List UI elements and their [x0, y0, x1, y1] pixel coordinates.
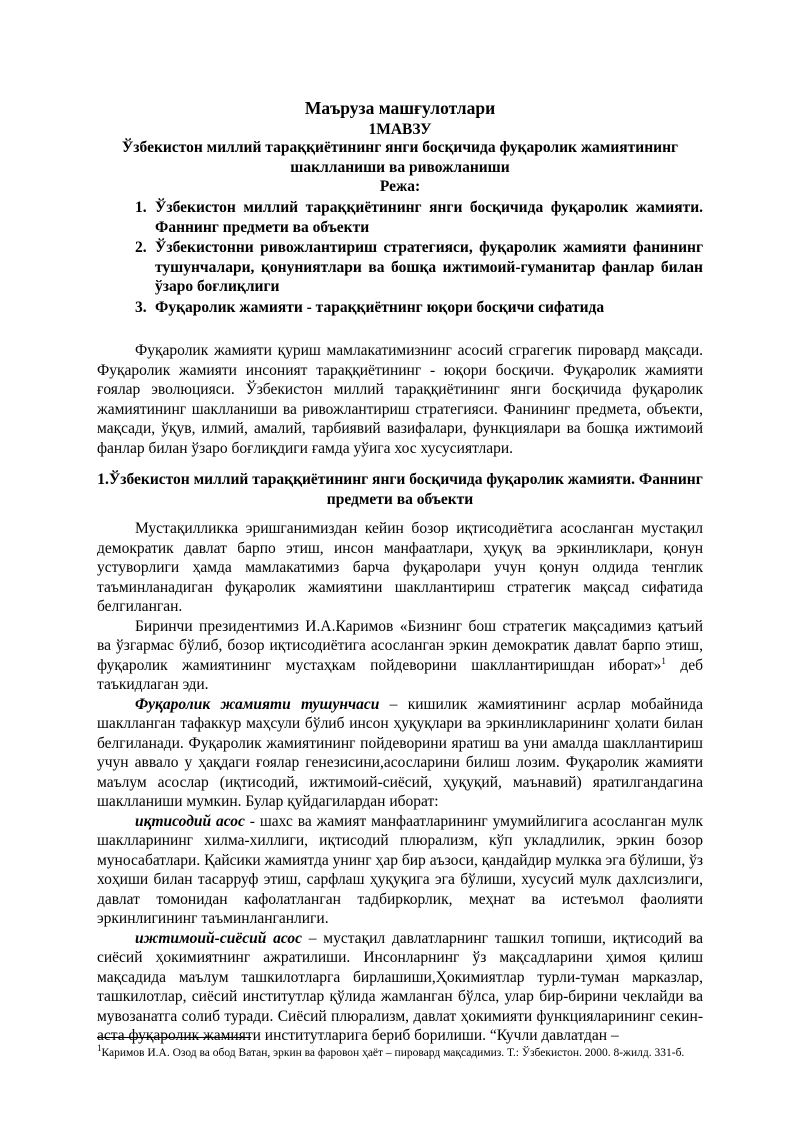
plan-item-text: Ўзбекистонни ривожлантириш стратегияси, фуқаролик жамияти фанининг тушунчалари, қонуниятлари ва бошқа ижтимоий-гуманитар фанлар билан ўзаро боғлиқлиги	[155, 239, 703, 295]
section-body	[97, 519, 703, 1046]
paragraph-text: – кишилик жамиятининг асрлар мобайнида шаклланган тафаккур маҳсули бўлиб инсон ҳуқуқлари ва эркинликларининг ҳолати билан белгиланади. Фуқаролик жамиятининг пойдеворини яратиш ва уни амалда шакллантириш учун аввало у ҳақдаги ғоялар генезисини,асосларини билиш лозим. Фуқаролик жамияти маълум асослар (иқтисодий, ижтимоий-сиёсий, ҳуқуқий, маънавий) яратилгандагина шаклланиши мумкин. Булар қуйдагилардан иборат:	[97, 695, 703, 810]
paragraph	[97, 929, 703, 1046]
plan-item-text: Фуқаролик жамияти - тараққиётнинг юқори босқичи сифатида	[155, 298, 605, 316]
paragraph	[97, 617, 703, 695]
plan-item	[97, 198, 703, 237]
term: Фуқаролик жамияти тушунчаси	[135, 695, 380, 713]
plan-item	[97, 238, 703, 297]
footnote-mark: 1	[97, 1043, 102, 1054]
footnote	[97, 1045, 703, 1061]
plan-item-number: 1.	[135, 199, 147, 216]
plan-item-number: 2.	[135, 239, 147, 256]
paragraph: Мустақилликка эришганимиздан кейин бозор иқтисодиётига асосланган мустақил демократик давлат барпо этиш, инсон манфаатлари, ҳуқуқ ва эркинликлари, қонун устуворлиги ҳамда мамлакатимиз барча фуқаролари учун қонун олдида тенглик таъминланадиган фуқаролик жамиятини шакллантириш стратегик мақсад сифатида белгиланган.	[97, 520, 703, 615]
paragraph-text: – мустақил давлатларнинг ташкил топиши, иқтисодий ва сиёсий ҳокимиятнинг ажратилиши. Инсонларнинг ўз мақсадларини ҳимоя қилиш мақсадида маълум ташкилотларга бирлашиши,Ҳокимиятлар турли-туман марказлар, ташкилотлар, сиёсий институтлар қўлида жамланган бўлса, улар бир-бирини чеклайди ва мувозанатга солиб туради. Сиёсий плюрализм, давлат ҳокимияти функцияларининг секин-аста фуқаролик жамияти институтларига бериб борилиши. “Кучли давлатдан –	[97, 929, 703, 1044]
topic-number: 1МАВЗУ	[368, 121, 432, 138]
footnote-reference[interactable]: 1	[661, 655, 666, 666]
paragraph-text: - шахс ва жамият манфаатларининг умумийлигига асосланган мулк шаклларининг хилма-хиллиги, иқтисодий плюрализм, кўп укладлилик, эркин бозор муносабатлари. Қайсики жамиятда унинг ҳар бир аъзоси, қандайдир мулкка эга бўлиши, ўз хоҳиши билан тасарруф этиш, сарфлаш ҳуқуқига эга бўлиши, хусусий мулк дахлсизлиги, давлат томонидан кафолатланган тадбиркорлик, меҳнат ва истеъмол фаолияти эркинлигининг таъминланганлиги.	[97, 812, 703, 927]
footnote-separator	[97, 1037, 251, 1038]
term: ижтимоий-сиёсий асос	[135, 929, 302, 947]
intro-paragraph: Фуқаролик жамияти қуриш мамлакатимизнинг асосий сгрaгeгик пировард мақсади. Фуқаролик жамияти инсоният тараққиётининг - юқори босқичи. Фуқаролик жамияти ғоялар эволюцияси. Ўзбекистон миллий тараққиётининг янги босқичида фуқаролик жамиятининг шаклланиши ва ривожлантириш стратегияси. Фанининг предмета, объекти, мақсади, ўқув, илмий, амалий, тарбиявий вазифалари, функциялари ва бошқа ижтимоий фанлар билан ўзаро боғлиқдиги ғамда уўига хос хусусиятлари.	[97, 342, 703, 457]
section-heading: 1.Ўзбекистон миллий тараққиётининг янги босқичида фуқаролик жамияти. Фаннинг предмети ва объекти	[97, 471, 703, 508]
paragraph-text: деб таъкидлаган эди.	[97, 656, 703, 693]
paragraph-text: Биринчи президентимиз И.А.Каримов «Бизнинг бош стратегик мақсадимиз қатъий ва ўзгармас бўлиб, бозор иқтисодиётига асосланган эркин демократик давлат барпо этиш, фуқаролик жамиятининг мустаҳкам пойдеворини шакллантиришдан иборат»	[97, 617, 703, 674]
paragraph	[97, 812, 703, 929]
plan-item-number: 3.	[135, 298, 147, 316]
plan-item-text: Ўзбекистон миллий тараққиётининг янги босқичида фуқаролик жамияти. Фаннинг предмети ва объекти	[155, 199, 703, 236]
plan-list	[97, 198, 703, 318]
page-title: Маъруза машғулотлари	[304, 98, 496, 118]
footnote-text: Каримов И.А. Озод ва обод Ватан, эркин ва фаровон ҳаёт – пировард мақсадимиз. Т.: Ўзбекистон. 2000. 8-жилд. 331-б.	[101, 1047, 685, 1059]
plan-item	[97, 298, 703, 318]
plan-heading: Режа:	[379, 178, 421, 195]
topic-title: Ўзбекистон миллий тараққиётининг янги босқичида фуқаролик жамиятининг шаклланиши ва ривожланиши	[121, 139, 679, 176]
paragraph	[97, 695, 703, 812]
term: иқтисодий асос	[135, 812, 245, 830]
